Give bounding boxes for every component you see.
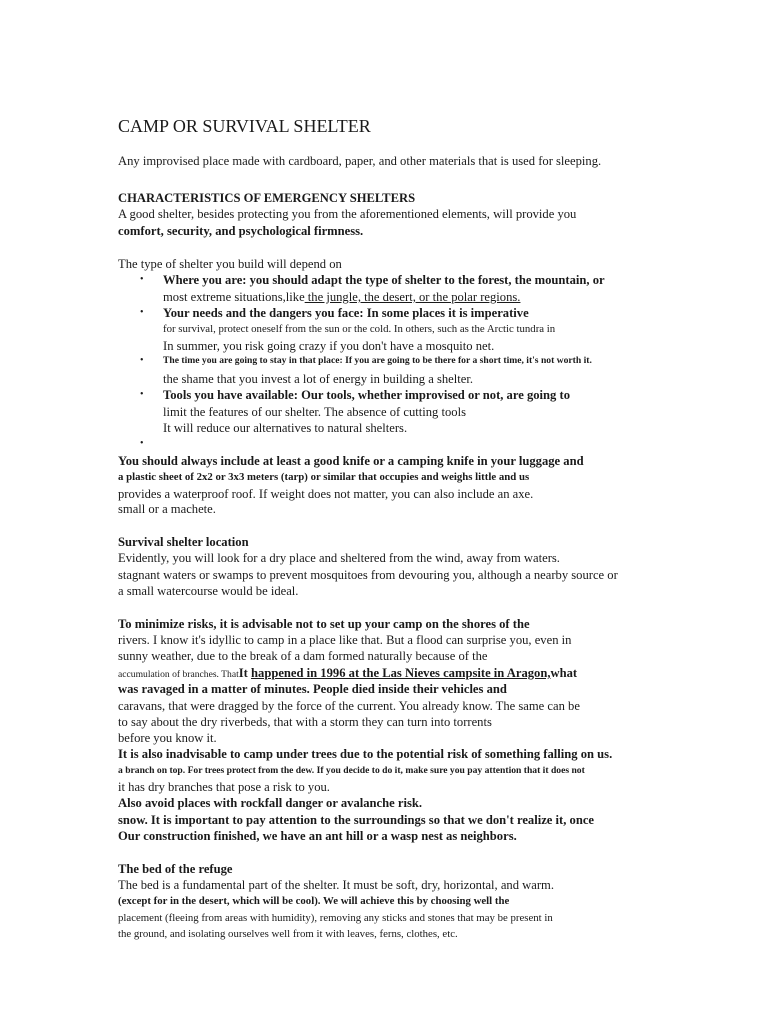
list-item-line: In summer, you risk going crazy if you don't have a mosquito net. bbox=[163, 339, 495, 353]
list-item-text: most extreme situations,like bbox=[163, 290, 305, 304]
risks-paragraph-line: to say about the dry riverbeds, that with a storm they can turn into torrents bbox=[118, 715, 492, 729]
characteristics-line: A good shelter, besides protecting you from the aforementioned elements, will provide you bbox=[118, 207, 577, 221]
trees-paragraph-line: Our construction finished, we have an ant hill or a wasp nest as neighbors. bbox=[118, 829, 517, 843]
list-item-tools: Tools you have available: Our tools, whether improvised or not, are going to bbox=[163, 388, 570, 402]
location-heading: Survival shelter location bbox=[118, 535, 249, 549]
risks-paragraph-line: sunny weather, due to the break of a dam formed naturally because of the bbox=[118, 649, 488, 663]
list-item-line: for survival, protect oneself from the sun or the cold. In others, such as the Arctic tundra in bbox=[163, 323, 556, 335]
risks-paragraph-line: was ravaged in a matter of minutes. People died inside their vehicles and bbox=[118, 682, 507, 696]
trees-paragraph-line: It is also inadvisable to camp under trees due to the potential risk of something falling on us. bbox=[118, 747, 613, 761]
location-paragraph-line: a small watercourse would be ideal. bbox=[118, 584, 299, 598]
list-item-line: the shame that you invest a lot of energy in building a shelter. bbox=[163, 372, 473, 386]
trees-paragraph-line: snow. It is important to pay attention to the surroundings so that we don't realize it, once bbox=[118, 813, 595, 827]
list-item-line: It will reduce our alternatives to natural shelters. bbox=[163, 421, 408, 435]
characteristics-line: comfort, security, and psychological firmness. bbox=[118, 224, 364, 238]
small-text: accumulation of branches. That bbox=[118, 669, 239, 680]
bed-paragraph-line: the ground, and isolating ourselves well from it with leaves, ferns, clothes, etc. bbox=[118, 928, 458, 940]
knife-paragraph-line: a plastic sheet of 2x2 or 3x3 meters (tarp) or similar that occupies and weighs little and us bbox=[118, 471, 530, 483]
shelter-type-intro: The type of shelter you build will depend on bbox=[118, 257, 342, 271]
risks-paragraph-line: before you know it. bbox=[118, 731, 217, 745]
location-paragraph-line: stagnant waters or swamps to prevent mosquitoes from devouring you, although a nearby source or bbox=[118, 568, 618, 582]
risks-paragraph-line: To minimize risks, it is advisable not to set up your camp on the shores of the bbox=[118, 617, 530, 631]
bed-paragraph-line: placement (fleeing from areas with humidity), removing any sticks and stones that may be present in bbox=[118, 912, 553, 924]
list-item-time: The time you are going to stay in that place: If you are going to be there for a short time, it's not worth it. bbox=[163, 355, 592, 366]
knife-paragraph-line: provides a waterproof roof. If weight does not matter, you can also include an axe. bbox=[118, 487, 534, 501]
knife-paragraph-line: small or a machete. bbox=[118, 502, 216, 516]
bullet-icon: • bbox=[140, 307, 144, 318]
bed-paragraph-line: (except for in the desert, which will be cool). We will achieve this by choosing well the bbox=[118, 895, 510, 907]
knife-paragraph-line: You should always include at least a good knife or a camping knife in your luggage and bbox=[118, 454, 584, 468]
trees-paragraph-line: it has dry branches that pose a risk to you. bbox=[118, 780, 330, 794]
trees-paragraph-line: Also avoid places with rockfall danger or avalanche risk. bbox=[118, 796, 423, 810]
list-item-needs: Your needs and the dangers you face: In some places it is imperative bbox=[163, 306, 529, 320]
bold-text: It bbox=[238, 666, 252, 680]
location-paragraph-line: Evidently, you will look for a dry place and sheltered from the wind, away from waters. bbox=[118, 551, 560, 565]
characteristics-heading: CHARACTERISTICS OF EMERGENCY SHELTERS bbox=[118, 191, 416, 205]
page-title: CAMP OR SURVIVAL SHELTER bbox=[118, 116, 371, 136]
list-item-line: limit the features of our shelter. The absence of cutting tools bbox=[163, 405, 466, 419]
bullet-icon: • bbox=[140, 438, 144, 449]
risks-paragraph-line: rivers. I know it's idyllic to camp in a place like that. But a flood can surprise you, even in bbox=[118, 633, 572, 647]
bullet-icon: • bbox=[140, 274, 144, 285]
bed-paragraph-line: The bed is a fundamental part of the shelter. It must be soft, dry, horizontal, and warm. bbox=[118, 878, 554, 892]
list-item-line bbox=[163, 289, 520, 305]
underlined-text: the jungle, the desert, or the polar regions. bbox=[304, 290, 521, 304]
underlined-text: happened in 1996 at the Las Nieves campsite in Aragon, bbox=[251, 666, 551, 680]
list-item-location: Where you are: you should adapt the type of shelter to the forest, the mountain, or bbox=[163, 273, 605, 287]
trees-paragraph-line: a branch on top. For trees protect from the dew. If you decide to do it, make sure you pay attention that it does not bbox=[118, 765, 585, 776]
risks-paragraph-line: caravans, that were dragged by the force of the current. You already know. The same can be bbox=[118, 699, 580, 713]
intro-paragraph: Any improvised place made with cardboard, paper, and other materials that is used for sleeping. bbox=[118, 154, 602, 168]
bullet-icon: • bbox=[140, 389, 144, 400]
bullet-icon: • bbox=[140, 355, 144, 366]
bed-heading: The bed of the refuge bbox=[118, 862, 233, 876]
bold-text: what bbox=[550, 666, 578, 680]
